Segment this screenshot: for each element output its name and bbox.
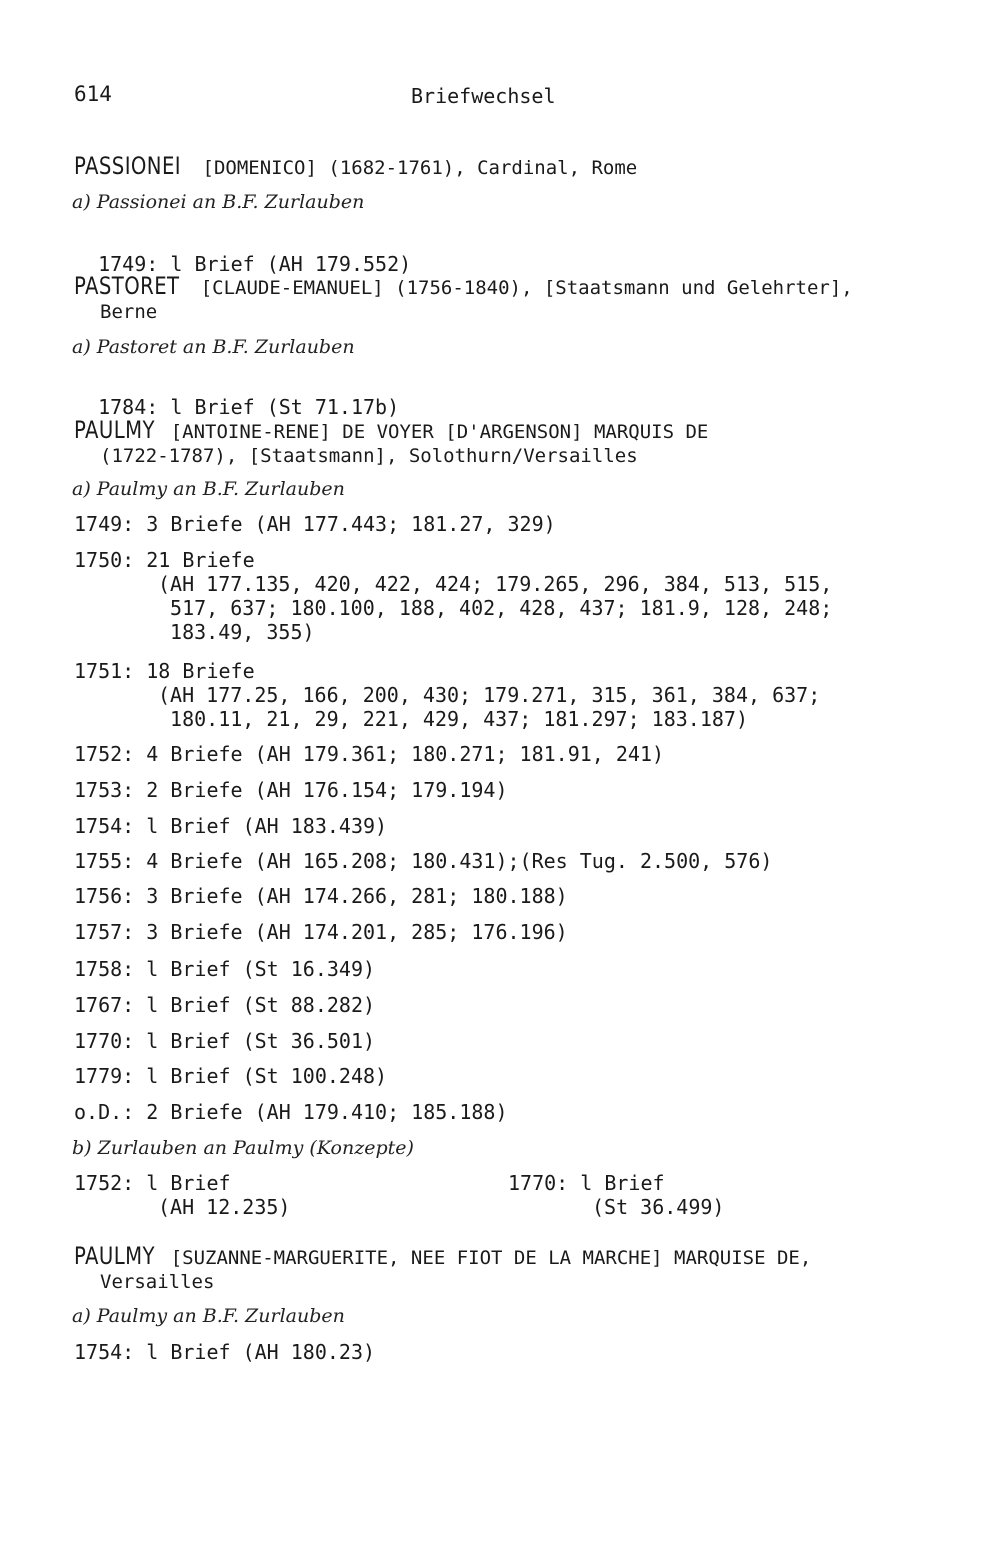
- entry-name: PASTORET: [74, 272, 180, 300]
- letter-line: [74, 957, 375, 981]
- letter-text: l Brief (St 100.248): [146, 1064, 388, 1088]
- letter-line: [74, 1064, 387, 1088]
- entry-details-continued: (1722-1787), [Staatsmann], Solothurn/Versailles: [100, 445, 638, 467]
- section-label: a) Paulmy an B.F. Zurlauben: [72, 478, 345, 500]
- letter-references: (AH 177.25, 166, 200, 430; 179.271, 315, 361, 384, 637; 180.11, 21, 29, 221, 429, 437; 181.297; 183.187): [158, 683, 821, 731]
- section-label: a) Passionei an B.F. Zurlauben: [72, 191, 365, 213]
- year: 1755:: [74, 849, 135, 873]
- letter-text: l Brief (St 36.501): [146, 1029, 376, 1053]
- entry-details: [ANTOINE-RENE] DE VOYER [D'ARGENSON] MARQUIS DE: [170, 421, 709, 443]
- letter-text: l Brief (AH 183.439): [146, 814, 388, 838]
- year: 1754:: [74, 1340, 135, 1364]
- letter-text: l Brief (St 88.282): [146, 993, 376, 1017]
- entry-heading: [74, 274, 853, 324]
- letter-column: [508, 1171, 724, 1219]
- entry-name: PAULMY: [74, 416, 155, 444]
- year: 1757:: [74, 920, 135, 944]
- letter-text: l Brief (St 16.349): [146, 957, 376, 981]
- letter-line: [74, 659, 820, 731]
- letter-text: 4 Briefe (AH 179.361; 180.271; 181.91, 241): [146, 742, 665, 766]
- year: 1784:: [98, 395, 159, 419]
- letter-line: [74, 993, 375, 1017]
- letter-line: [74, 920, 568, 944]
- letter-line: [74, 371, 399, 419]
- year: 1751:: [74, 659, 135, 683]
- letter-references: (AH 177.135, 420, 422, 424; 179.265, 296, 384, 513, 515, 517, 637; 180.100, 188, 402, 428, 437; 181.9, 128, 248; 183.49, 355): [158, 572, 833, 644]
- year: 1749:: [98, 252, 159, 276]
- letter-line: [74, 849, 772, 873]
- letter-text: 4 Briefe (AH 165.208; 180.431);(Res Tug. 2.500, 576): [146, 849, 773, 873]
- letter-line: [74, 1340, 375, 1364]
- letter-line: [74, 884, 568, 908]
- entry-name: PAULMY: [74, 1242, 155, 1270]
- letter-references: (St 36.499): [592, 1195, 725, 1219]
- letter-text: 3 Briefe (AH 174.201, 285; 176.196): [146, 920, 568, 944]
- letter-text: 3 Briefe (AH 174.266, 281; 180.188): [146, 884, 568, 908]
- section-label: a) Paulmy an B.F. Zurlauben: [72, 1305, 345, 1327]
- letter-line: [74, 1029, 375, 1053]
- year: o.D.:: [74, 1100, 135, 1124]
- entry-name: PASSIONEI: [74, 152, 182, 180]
- letter-text: l Brief: [580, 1171, 665, 1195]
- year: 1749:: [74, 512, 135, 536]
- letter-text: l Brief (AH 179.552): [170, 252, 412, 276]
- year: 1752:: [74, 1171, 135, 1195]
- running-head: Briefwechsel: [411, 84, 556, 108]
- entry-details-continued: Berne: [100, 301, 158, 323]
- letter-text: l Brief (St 71.17b): [170, 395, 400, 419]
- letter-column: [74, 1171, 290, 1219]
- letter-line: [74, 548, 832, 644]
- letter-text: 2 Briefe (AH 176.154; 179.194): [146, 778, 508, 802]
- section-label: a) Pastoret an B.F. Zurlauben: [72, 336, 355, 358]
- letter-references: (AH 12.235): [158, 1195, 291, 1219]
- letter-line: [74, 228, 411, 276]
- entry-heading: [74, 418, 708, 468]
- entry-details: [CLAUDE-EMANUEL] (1756-1840), [Staatsmann und Gelehrter],: [200, 277, 853, 299]
- year: 1750:: [74, 548, 135, 572]
- letter-line: [74, 512, 556, 536]
- letter-text: 3 Briefe (AH 177.443; 181.27, 329): [146, 512, 556, 536]
- section-label: b) Zurlauben an Paulmy (Konzepte): [72, 1137, 414, 1159]
- year: 1753:: [74, 778, 135, 802]
- year: 1770:: [74, 1029, 135, 1053]
- year: 1758:: [74, 957, 135, 981]
- letter-line: [74, 778, 508, 802]
- letter-line: [74, 814, 387, 838]
- year: 1770:: [508, 1171, 569, 1195]
- letter-text: 18 Briefe: [146, 659, 255, 683]
- year: 1752:: [74, 742, 135, 766]
- page-number: 614: [74, 82, 112, 106]
- letter-text: 2 Briefe (AH 179.410; 185.188): [146, 1100, 508, 1124]
- letter-text: 21 Briefe: [146, 548, 255, 572]
- entry-heading: [74, 154, 637, 180]
- entry-details-continued: Versailles: [100, 1271, 215, 1293]
- year: 1779:: [74, 1064, 135, 1088]
- entry-details: [DOMENICO] (1682-1761), Cardinal, Rome: [202, 157, 638, 179]
- year: 1754:: [74, 814, 135, 838]
- entry-details: [SUZANNE-MARGUERITE, NEE FIOT DE LA MARCHE] MARQUISE DE,: [170, 1247, 812, 1269]
- year: 1767:: [74, 993, 135, 1017]
- letter-line: [74, 1100, 508, 1124]
- year: 1756:: [74, 884, 135, 908]
- letter-text: l Brief: [146, 1171, 231, 1195]
- entry-heading: [74, 1244, 811, 1294]
- letter-text: l Brief (AH 180.23): [146, 1340, 376, 1364]
- letter-line: [74, 742, 664, 766]
